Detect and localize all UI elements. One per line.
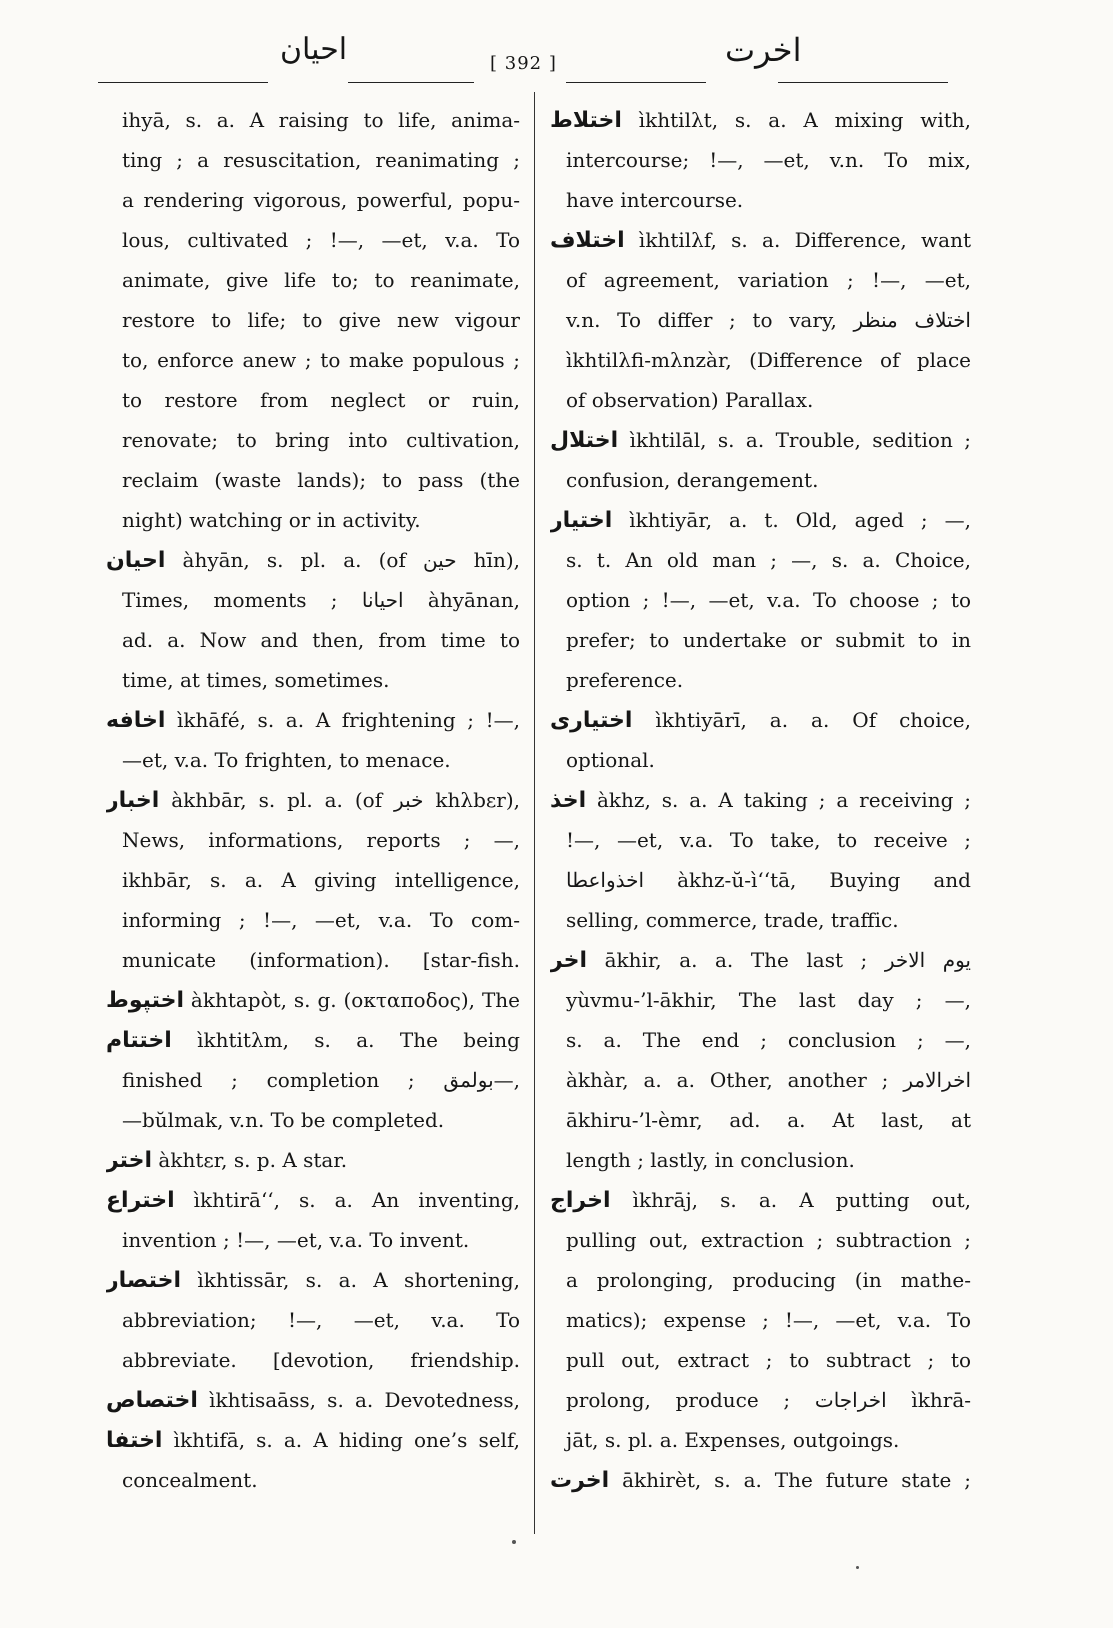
entry-text: اخذواعطا àkhz-ŭ-ì‘‘tā, Buying and (566, 868, 971, 892)
dictionary-entry-headline (550, 780, 971, 820)
dictionary-entry-line (112, 300, 520, 340)
dictionary-entry-line (556, 900, 971, 940)
column-divider (534, 92, 535, 1534)
dictionary-entry-line (556, 980, 971, 1020)
arabic-headword: اختتام (106, 1028, 172, 1053)
entry-text: of observation) Parallax. (566, 388, 814, 412)
dictionary-entry-line (556, 380, 971, 420)
dictionary-entry-line (556, 1020, 971, 1060)
dictionary-entry-line (556, 1380, 971, 1420)
dictionary-entry-line (556, 1140, 971, 1180)
dictionary-entry-line (112, 820, 520, 860)
dictionary-entry-line (112, 860, 520, 900)
right-column (550, 100, 971, 1500)
dictionary-entry-line (556, 300, 971, 340)
arabic-headword: اختصاص (106, 1388, 198, 1413)
entry-text: prolong, produce ; اخراجات ìkhrā- (566, 1388, 971, 1412)
entry-text: preference. (566, 668, 684, 692)
entry-text: ìkhtisaāss, s. a. Devotedness, (197, 1388, 520, 1412)
entry-text: ìkhtifā, s. a. A hiding one’s self, (162, 1428, 520, 1452)
entry-text: ihyā, s. a. A raising to life, anima- (122, 108, 520, 132)
arabic-headword: اخراج (550, 1188, 611, 1213)
entry-text: àkhz, s. a. A taking ; a receiving ; (586, 788, 971, 812)
dictionary-entry-headline (106, 1380, 520, 1420)
arabic-headword: اختفا (106, 1428, 163, 1453)
dictionary-entry-line (556, 620, 971, 660)
dictionary-entry-line (556, 260, 971, 300)
dictionary-entry-line (112, 260, 520, 300)
arabic-headword: اخرت (550, 1468, 610, 1493)
entry-text: have intercourse. (566, 188, 744, 212)
entry-text: ìkhtitλm, s. a. The being (171, 1028, 520, 1052)
arabic-headword: احیان (106, 548, 166, 573)
dictionary-entry-line (556, 860, 971, 900)
header-rule-right-b (778, 82, 948, 83)
dictionary-entry-line (112, 380, 520, 420)
entry-text: renovate; to bring into cultivation, (122, 428, 520, 452)
entry-text: ākhiru-’l-èmr, ad. a. At last, at (566, 1108, 971, 1132)
dictionary-entry-headline (106, 1020, 520, 1060)
entry-text: length ; lastly, in conclusion. (566, 1148, 855, 1172)
dictionary-entry-line (112, 940, 520, 980)
entry-text: yùvmu-’l-ākhir, The last day ; —, (566, 988, 971, 1012)
entry-text: municate (information). [star-fish. (122, 948, 520, 972)
entry-text: optional. (566, 748, 655, 772)
dictionary-entry-line (556, 180, 971, 220)
entry-text: —bŭlmak, v.n. To be completed. (122, 1108, 445, 1132)
entry-text: a rendering vigorous, powerful, popu- (122, 188, 520, 212)
dictionary-entry-line (556, 580, 971, 620)
dictionary-entry-headline (106, 980, 520, 1020)
arabic-headword: اختلاف (550, 228, 625, 253)
dictionary-entry-line (112, 900, 520, 940)
dictionary-entry-line (556, 740, 971, 780)
entry-text: ting ; a resuscitation, reanimating ; (122, 148, 520, 172)
entry-text: s. t. An old man ; —, s. a. Choice, (566, 548, 971, 572)
entry-text: ākhirèt, s. a. The future state ; (609, 1468, 971, 1492)
entry-text: s. a. The end ; conclusion ; —, (566, 1028, 971, 1052)
dictionary-entry-headline (550, 100, 971, 140)
entry-text: àkhtεr, s. p. A star. (152, 1148, 348, 1172)
entry-text: a prolonging, producing (in mathe- (566, 1268, 971, 1292)
entry-text: ākhir, a. a. The last ; یوم الاخر (587, 948, 971, 972)
dictionary-entry-line (556, 1060, 971, 1100)
entry-text: ìkhtirā‘‘, s. a. An inventing, (174, 1188, 520, 1212)
dictionary-entry-line (556, 1300, 971, 1340)
arabic-headword: اخذ (550, 788, 587, 813)
dictionary-entry-headline (106, 780, 520, 820)
header-rule-left-b (348, 82, 474, 83)
entry-text: animate, give life to; to reanimate, (122, 268, 520, 292)
entry-text: finished ; completion ; بولمق—, (122, 1068, 520, 1092)
dictionary-entry-line (112, 1300, 520, 1340)
dictionary-entry-line (556, 140, 971, 180)
dictionary-entry-headline (106, 1180, 520, 1220)
entry-text: ìkhrāj, s. a. A putting out, (610, 1188, 971, 1212)
dictionary-entry-line (112, 1340, 520, 1380)
entry-text: intercourse; !—, —et, v.n. To mix, (566, 148, 971, 172)
dictionary-entry-line (556, 820, 971, 860)
entry-text: News, informations, reports ; —, (122, 828, 520, 852)
dictionary-entry-line (112, 580, 520, 620)
dictionary-entry-line (112, 340, 520, 380)
dictionary-entry-line (112, 1060, 520, 1100)
entry-text: abbreviation; !—, —et, v.a. To (122, 1308, 520, 1332)
dictionary-entry-line (112, 1100, 520, 1140)
entry-text: jāt, s. pl. a. Expenses, outgoings. (566, 1428, 900, 1452)
entry-text: of agreement, variation ; !—, —et, (566, 268, 971, 292)
dictionary-entry-line (556, 1220, 971, 1260)
entry-text: night) watching or in activity. (122, 508, 421, 532)
dictionary-entry-headline (550, 940, 971, 980)
dictionary-entry-headline (106, 540, 520, 580)
entry-text: v.n. To differ ; to vary, اختلاف منظر (566, 308, 971, 332)
arabic-headword: اختر (106, 1148, 153, 1173)
dictionary-entry-line (556, 1420, 971, 1460)
dictionary-entry-headline (550, 220, 971, 260)
arabic-headword: اختلال (550, 428, 619, 453)
entry-text: àkhbār, s. pl. a. (of خبر khλbεr), (159, 788, 520, 812)
entry-text: invention ; !—, —et, v.a. To invent. (122, 1228, 470, 1252)
dictionary-entry-headline (106, 1260, 520, 1300)
entry-text: pull out, extract ; to subtract ; to (566, 1348, 971, 1372)
dictionary-entry-line (112, 220, 520, 260)
entry-text: restore to life; to give new vigour (122, 308, 520, 332)
dictionary-entry-line (112, 740, 520, 780)
entry-text: ìkhtilλfi-mλnzàr, (Difference of place (566, 348, 971, 372)
dictionary-entry-line (556, 1340, 971, 1380)
dictionary-entry-headline (550, 1460, 971, 1500)
arabic-headword: اختلاط (550, 108, 622, 133)
dictionary-entry-headline (550, 700, 971, 740)
entry-text: confusion, derangement. (566, 468, 819, 492)
entry-text: to restore from neglect or ruin, (122, 388, 520, 412)
dictionary-entry-line (556, 460, 971, 500)
dictionary-entry-headline (106, 700, 520, 740)
entry-text: ìkhtiyārī, a. a. Of choice, (632, 708, 971, 732)
entry-text: ìkhtissār, s. a. A shortening, (180, 1268, 520, 1292)
header-right-word: اخرت (725, 31, 802, 69)
entry-text: reclaim (waste lands); to pass (the (122, 468, 520, 492)
arabic-headword: اختپوط (106, 988, 184, 1013)
entry-text: lous, cultivated ; !—, —et, v.a. To (122, 228, 520, 252)
entry-text: abbreviate. [devotion, friendship. (122, 1348, 520, 1372)
entry-text: option ; !—, —et, v.a. To choose ; to (566, 588, 971, 612)
entry-text: concealment. (122, 1468, 258, 1492)
dictionary-entry-line (556, 1260, 971, 1300)
header-rule-right-a (566, 82, 706, 83)
entry-text: time, at times, sometimes. (122, 668, 390, 692)
arabic-headword: اختیار (550, 508, 613, 533)
entry-text: selling, commerce, trade, traffic. (566, 908, 899, 932)
dictionary-entry-headline (550, 500, 971, 540)
dictionary-entry-headline (550, 420, 971, 460)
entry-text: !—, —et, v.a. To take, to receive ; (566, 828, 971, 852)
page-speck (856, 1566, 859, 1569)
entry-text: àkhàr, a. a. Other, another ; اخرالامر (566, 1068, 971, 1092)
arabic-headword: اختصار (106, 1268, 181, 1293)
dictionary-entry-line (112, 660, 520, 700)
entry-text: àkhtapòt, s. g. (οκταποδος), The (184, 988, 520, 1012)
entry-text: matics); expense ; !—, —et, v.a. To (566, 1308, 971, 1332)
dictionary-entry-line (112, 500, 520, 540)
dictionary-entry-line (112, 420, 520, 460)
page-number: [ 392 ] (490, 53, 557, 74)
dictionary-entry-line (112, 140, 520, 180)
dictionary-entry-headline (106, 1420, 520, 1460)
entry-text: to, enforce anew ; to make populous ; (122, 348, 520, 372)
arabic-headword: اخافه (106, 708, 166, 733)
entry-text: pulling out, extraction ; subtraction ; (566, 1228, 971, 1252)
dictionary-entry-line (112, 100, 520, 140)
dictionary-entry-headline (550, 1180, 971, 1220)
dictionary-entry-headline (106, 1140, 520, 1180)
dictionary-entry-line (556, 660, 971, 700)
entry-text: prefer; to undertake or submit to in (566, 628, 971, 652)
dictionary-entry-line (556, 540, 971, 580)
entry-text: informing ; !—, —et, v.a. To com- (122, 908, 520, 932)
entry-text: ìkhtiyār, a. t. Old, aged ; —, (612, 508, 971, 532)
entry-text: —et, v.a. To frighten, to menace. (122, 748, 451, 772)
header-left-word: احیان (280, 32, 348, 67)
entry-text: ad. a. Now and then, from time to (122, 628, 520, 652)
arabic-headword: اختراع (106, 1188, 175, 1213)
arabic-headword: اخر (550, 948, 588, 973)
dictionary-entry-line (556, 1100, 971, 1140)
dictionary-entry-line (112, 620, 520, 660)
entry-text: ìkhtilλf, s. a. Difference, want (624, 228, 971, 252)
dictionary-entry-line (112, 1460, 520, 1500)
entry-text: ìkhtilλt, s. a. A mixing with, (621, 108, 971, 132)
header-rule-left-a (98, 82, 268, 83)
arabic-headword: اخبار (106, 788, 160, 813)
dictionary-entry-line (112, 460, 520, 500)
entry-text: ìkhtilāl, s. a. Trouble, sedition ; (618, 428, 971, 452)
entry-text: àhyān, s. pl. a. (of حین hīn), (165, 548, 520, 572)
dictionary-entry-line (112, 180, 520, 220)
dictionary-entry-line (556, 340, 971, 380)
page-speck (512, 1540, 516, 1544)
left-column (106, 100, 520, 1500)
arabic-headword: اختیاری (550, 708, 633, 733)
entry-text: Times, moments ; احیانا àhyānan, (122, 588, 520, 612)
entry-text: ìkhāfé, s. a. A frightening ; !—, (165, 708, 520, 732)
dictionary-entry-line (112, 1220, 520, 1260)
entry-text: ikhbār, s. a. A giving intelligence, (122, 868, 520, 892)
